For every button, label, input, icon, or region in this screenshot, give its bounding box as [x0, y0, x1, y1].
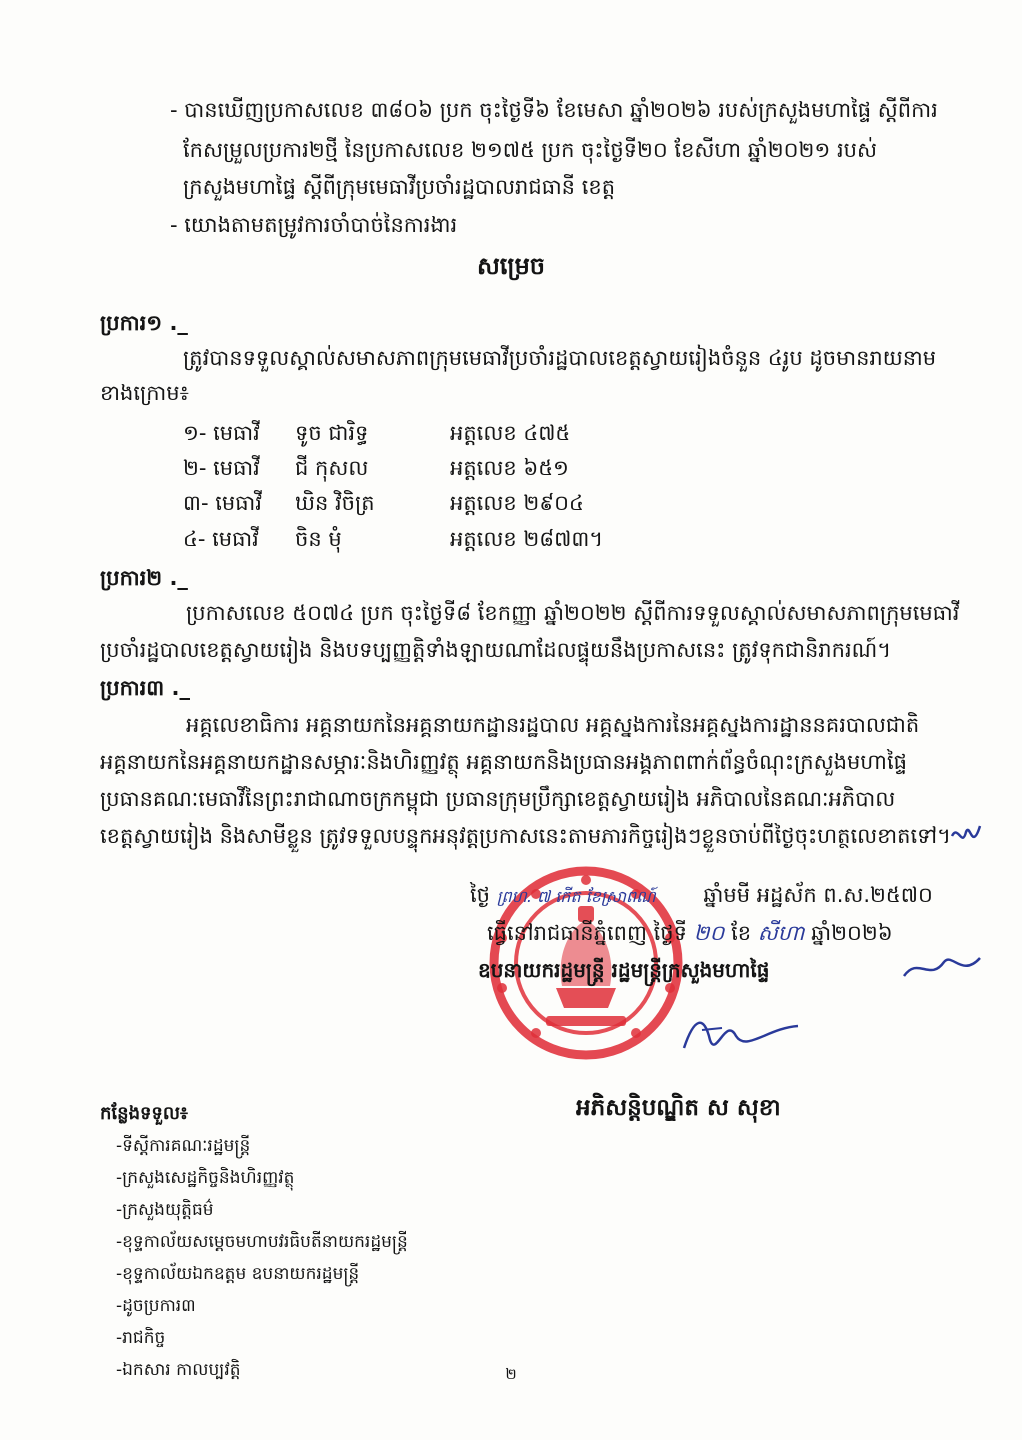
lunar-date-handwritten: ព្រហ. ៧ កើត ខែស្រាពណ៍ — [496, 887, 656, 906]
list-item: -រាជកិច្ច — [116, 1328, 166, 1348]
member-no: ៣- មេធាវី — [183, 491, 262, 515]
list-item: -ខុទ្ទកាល័យសម្តេចមហាបវរធិបតីនាយករដ្ឋមន្ត្រី — [116, 1232, 408, 1252]
signatory-title: ឧបនាយករដ្ឋមន្ត្រី រដ្ឋមន្ត្រីក្រសួងមហាផ្ទៃ — [478, 958, 770, 982]
article-2-text-2: ប្រចាំរដ្ឋបាលខេត្តស្វាយរៀង និងបទប្បញ្ញត្តិទាំងឡាយណាដែលផ្ទុយនឹងប្រកាសនេះ ត្រូវទុកជានិរាករណ៍។ — [100, 638, 892, 662]
member-no: ៤- មេធាវី — [183, 527, 259, 551]
member-name: ជី កុសល — [295, 456, 369, 480]
initial-signature-icon — [900, 948, 984, 988]
decision-title: សម្រេច — [476, 252, 546, 280]
article-3-heading: ប្រការ៣ ._ — [100, 676, 190, 700]
member-id: អត្តលេខ ៤៧៥ — [450, 421, 571, 445]
article-1-text-1: ត្រូវបានទទួលស្គាល់សមាសភាពក្រុមមេធាវីប្រចាំរដ្ឋបាលខេត្តស្វាយរៀងចំនួន ៤រូប ដូចមានរាយនាម — [183, 346, 937, 370]
made-month-handwritten: សីហា — [757, 921, 805, 945]
article-1-heading: ប្រការ១ ._ — [100, 311, 188, 335]
list-item: -ដូចប្រការ៣ — [116, 1296, 196, 1316]
list-item: -ក្រសួងយុត្តិធម៌ — [116, 1200, 214, 1220]
list-item: -ក្រសួងសេដ្ឋកិច្ចនិងហិរញ្ញវត្ថុ — [116, 1168, 295, 1188]
page-number: ២ — [505, 1365, 517, 1383]
member-name: ឃិន វិចិត្រ — [295, 491, 375, 515]
list-item: -ខុទ្ទកាល័យឯកឧត្តម ឧបនាយករដ្ឋមន្ត្រី — [116, 1264, 360, 1284]
recipients-list — [100, 1098, 408, 1386]
article-3-text-3: ប្រធានគណៈមេធាវីនៃព្រះរាជាណាចក្រកម្ពុជា ប្រធានក្រុមប្រឹក្សាខេត្តស្វាយរៀង អភិបាលនៃគណៈអភិបាល — [100, 787, 896, 811]
article-3-text-1: អគ្គលេខាធិការ អគ្គនាយកនៃអគ្គនាយកដ្ឋានរដ្ឋបាល អគ្គស្នងការនៃអគ្គស្នងការដ្ឋាននគរបាលជាតិ — [186, 713, 920, 737]
made-date-prefix: ធ្វើនៅរាជធានីភ្នំពេញ ថ្ងៃទី — [487, 921, 687, 945]
article-2-text-1: ប្រកាសលេខ ៥០៧៤ ប្រក ចុះថ្ងៃទី៨ ខែកញ្ញា ឆ្នាំ២០២២ ស្តីពីការទទួលស្គាល់សមាសភាពក្រុមមេធាវី — [186, 601, 960, 625]
signatory-name: អភិសន្តិបណ្ឌិត ស សុខា — [576, 1095, 781, 1121]
initial-mark-icon — [948, 818, 984, 858]
preamble-line-3: ក្រសួងមហាផ្ទៃ ស្តីពីក្រុមមេធាវីប្រចាំរដ្ឋបាលរាជធានី ខេត្ត — [183, 175, 616, 199]
lunar-date-line — [470, 880, 933, 912]
member-no: ២- មេធាវី — [183, 456, 260, 480]
preamble-line-1: - បានឃើញប្រកាសលេខ ៣៨០៦ ប្រក ចុះថ្ងៃទី៦ ខែមេសា ឆ្នាំ២០២៦ របស់ក្រសួងមហាផ្ទៃ ស្តីពីការ — [170, 98, 938, 122]
article-1-text-2: ខាងក្រោម៖ — [100, 381, 189, 405]
made-day-handwritten: ២០ — [693, 921, 725, 945]
member-no: ១- មេធាវី — [183, 421, 260, 445]
preamble-line-4: - យោងតាមតម្រូវការចាំបាច់នៃការងារ — [170, 213, 458, 237]
article-3-text-4: ខេត្តស្វាយរៀង និងសាមីខ្លួន ត្រូវទទួលបន្ទុកអនុវត្តប្រកាសនេះតាមភារកិច្ចរៀងៗខ្លួនចាប់ពីថ្ងៃចុះហត្ថលេខាតទៅ។ — [100, 824, 951, 848]
preamble-line-2: កែសម្រួលប្រការ២ថ្មី នៃប្រកាសលេខ ២១៧៥ ប្រក ចុះថ្ងៃទី២០ ខែសីហា ឆ្នាំ២០២១ របស់ — [183, 138, 877, 162]
list-item: -ឯកសារ កាលប្បវត្តិ — [116, 1360, 241, 1380]
list-item: -ទីស្តីការគណៈរដ្ឋមន្ត្រី — [116, 1136, 251, 1156]
member-id: អត្តលេខ ២៨៧៣។ — [450, 527, 604, 551]
made-year: ឆ្នាំ២០២៦ — [811, 921, 893, 945]
member-id: អត្តលេខ ២៩០៤ — [450, 491, 584, 515]
recipients-title: កន្លែងទទួល៖ — [100, 1103, 188, 1124]
main-signature-icon — [672, 1008, 802, 1058]
lunar-date-prefix: ថ្ងៃ — [470, 883, 490, 907]
article-3-text-2: អគ្គនាយកនៃអគ្គនាយកដ្ឋានសម្ភារៈនិងហិរញ្ញវត្ថុ អគ្គនាយកនិងប្រធានអង្គភាពពាក់ព័ន្ធចំណុះក្រសួងមហាផ្ទៃ — [100, 750, 907, 774]
made-date-line — [487, 918, 893, 948]
lunar-date-suffix: ឆ្នាំមមី អដ្ឋស័ក ព.ស.២៥៧០ — [703, 883, 933, 907]
member-name: ទូច ជារិទ្ធ — [295, 421, 369, 445]
article-2-heading: ប្រការ២ ._ — [100, 566, 188, 590]
member-name: ចិន មុំ — [295, 527, 342, 551]
member-id: អត្តលេខ ៦៥១ — [450, 456, 569, 480]
made-month-prefix: ខែ — [731, 921, 752, 945]
